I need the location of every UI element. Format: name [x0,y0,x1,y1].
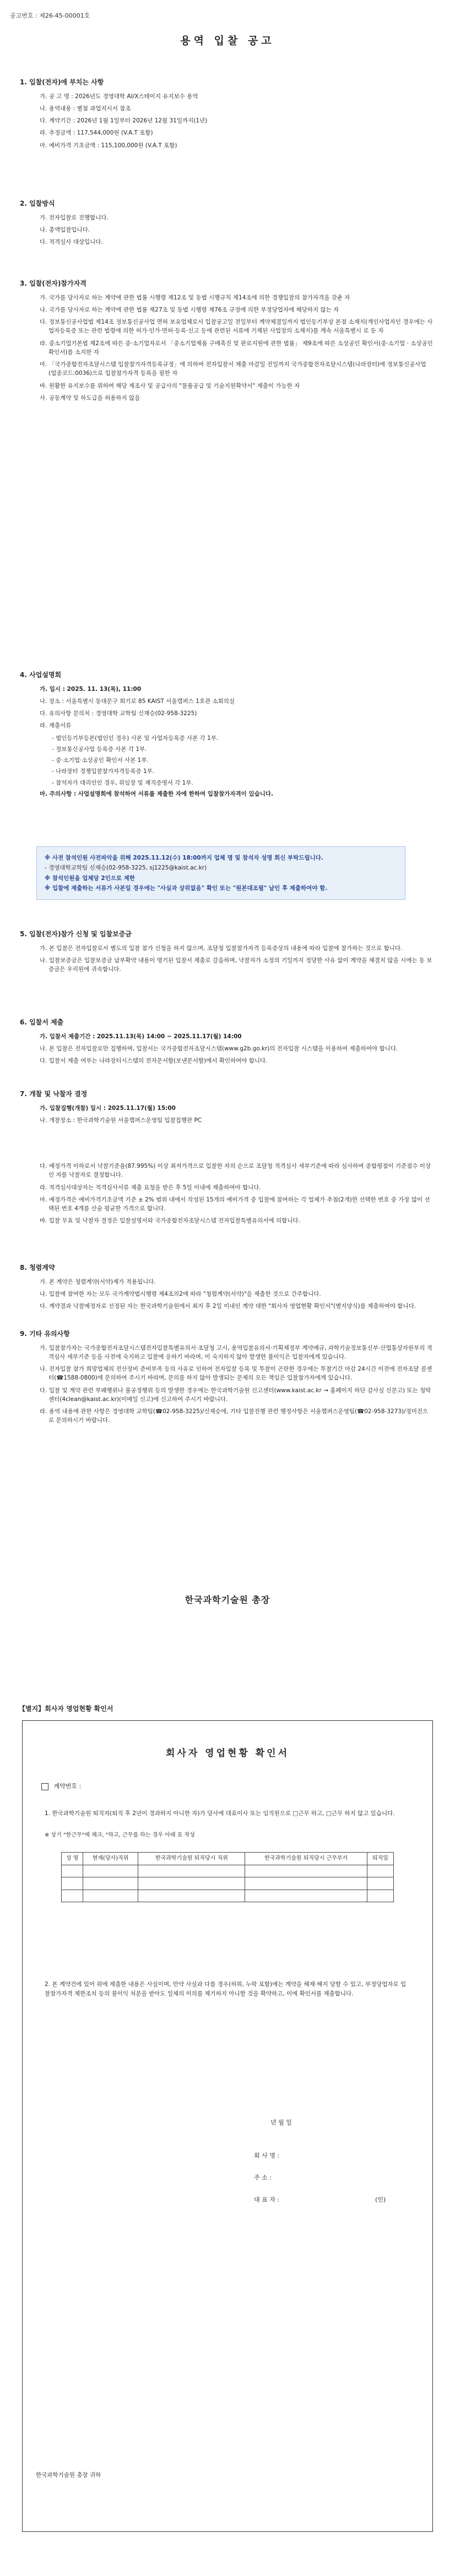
section-1-heading: 1. 입찰(전자)에 부치는 사항 [20,78,104,86]
notice-number: 공고번호 : 제26-45-00001호 [10,12,90,19]
section-9-item: 나. 전자입찰 참가 희망업체의 전산장비 준비부족 등의 사유로 인하여 전자입찰 등록 및 투찰이 곤란한 경우에는 투찰기간 마감 24시간 이전에 전자조달 콜센터(☎1588-0800)에 문의하여 주시기 바라며, 문의를 하지 않아 발생되는 문제의 모든 책임은 입찰참가자에게 있습니다. [40,1366,432,1382]
table-header: 성 명 [62,1853,83,1865]
section-4-line: 다. 유의사항 문의처 : 경영대학 교학팀 신재승(02-958-3225) [40,710,197,717]
section-9-item: 가. 입찰참가자는 국가종합전자조달시스템전자입찰특별유의서·조달청 고시, 용역입찰유의서·기획재정부 계약예규, 과학기술정보통신부·산업통상자원부의 적격심사 세부기준 등을 사전에 숙지하고 입찰에 응하기 바라며, 이 숙지하지 않아 발생한 불이익은 입찰자에게 있습니다. [40,1344,432,1360]
section-3-item: 바. 원활한 유지보수를 위하여 해당 제조사 및 공급사의 "물품공급 및 기술지원확약서" 제출이 가능한 자 [40,382,300,389]
section-4-line: 마. 주의사항 : 사업설명회에 참석하여 서류를 제출한 자에 한하여 입찰참가자격이 있습니다. [40,790,274,797]
section-2-item: 나. 총액입찰입니다. [40,226,90,233]
section-6-item: 가. 입찰서 제출기간 : 2025.11.13(목) 14:00 ~ 2025.11.17(월) 14:00 [40,1033,242,1040]
section-4-doc: - 중·소기업·소상공인 확인서 사본 1부. [52,757,149,764]
date-line: 년 월 일 [270,2119,292,2126]
section-7-item: 바. 입찰 무효 및 낙찰자 결정은 입찰설명서와 국가종합전자조달시스템 전자입찰특별유의서에 의합니다. [40,1217,300,1225]
section-9-item: 라. 용역 내용에 관한 사항은 경영대학 교학팀(☎02-958-3225)/신재승에, 기타 입찰진행 관련 행정사항은 서울캠퍼스운영팀(☎02-958-3273)/정미진으로 문의하시기 바랍니다. [40,1408,429,1424]
section-3-item: 사. 공동계약 및 하도급을 허용하지 않음 [40,394,140,401]
seal-mark: (인) [375,2196,386,2203]
section-9 [20,1329,433,1429]
section-7-heading: 7. 개찰 및 낙찰자 결정 [20,1090,88,1098]
section-1-item: 마. 예비가격 기초금액 : 115,100,000원 (V.A.T 포함) [40,142,177,149]
retiree-table [61,1852,394,1902]
section-8-heading: 8. 청렴계약 [20,1264,55,1271]
section-3-item: 다. 정보통신공사업법 제14조 정보통신공사업 면허 보유업체로서 입찰공고일 전일부터 계약체결일까지 법인등기부상 본점 소재지(개인사업자인 경우에는 사업자등록증 또는 관련 법령에 의한 허가·인가·면허·등록·신고 등에 관련된 서류에 기재된 사업장의 소재지)를 계속 서울특별시 로 둔 자 [40,319,433,335]
ceo-field[interactable]: 대 표 자 : [254,2196,280,2203]
appendix-label: 【별지】회사자 영업현황 확인서 [19,1705,113,1713]
section-3-item: 마. 「국가종합전자조달시스템 입찰참가자격등록규정」에 의하여 전자입찰서 제출 마감일 전일까지 국가종합전자조달시스템(나라장터)에 정보통신공사업(업종코드:0036)으로 입찰참가자격 등록을 필한 자 [40,361,426,377]
section-1-item: 나. 용역내용 : 별첨 과업지시서 참조 [40,105,131,112]
section-4-line: 가. 일시 : 2025. 11. 13(목), 11:00 [40,685,142,693]
notice-box [36,846,405,900]
section-6 [20,1017,433,1069]
table-header: 한국과학기술원 퇴직당시 직위 [138,1853,245,1865]
section-4-doc: - 정보통신공사업 등록증 사본 각 1부. [52,745,147,753]
section-7-item: 라. 적격심사대상자는 적격심사서류 제출 요청을 받은 후 5일 이내에 제출하여야 합니다. [40,1184,261,1191]
section-1-item: 라. 추정금액 : 117,544,000원 (V.A.T 포함) [40,130,153,137]
section-5-item: 가. 본 입찰은 전자입찰로서 별도의 입찰 참가 신청을 하지 않으며, 조달청 입찰참가자격 등록증상의 내용에 따라 입찰에 참가하는 것으로 합니다. [40,944,403,952]
section-7-item: 가. 입찰집행(개찰) 일시 : 2025.11.17(월) 15:00 [40,1104,176,1112]
section-7-continued [20,1161,433,1229]
form-paragraph-2: 2. 본 계약건에 있어 위에 제출한 내용은 사실이며, 만약 사실과 다를 경우(허위, 누락 포함)에는 계약을 해제·해지 당할 수 있고, 부정당업자로 입찰참가자격 제한조치 등의 불이익 처분을 받아도 일체의 이의를 제기하지 아니할 것을 확약하고, 이에 확인서를 제출합니다. [45,1981,407,1997]
section-3-item: 라. 중소기업기본법 제2조에 따른 중·소기업자로서 「중소기업제품 구매촉진 및 판로지원에 관한 법률」 제9조에 따른 소상공인 확인서(중·소기업 · 소상공인 확인서)를 소지한 자 [40,340,433,356]
contract-number-label: 계약번호 : [53,1783,82,1790]
section-6-heading: 6. 입찰서 제출 [20,1018,64,1026]
section-4 [20,670,433,802]
section-4-heading: 4. 사업설명회 [20,671,62,679]
table-header: 현재(당사)직위 [83,1853,138,1865]
section-7-item: 나. 개찰장소 : 한국과학기술원 서울캠퍼스운영팀 입찰집행관 PC [40,1117,202,1124]
form-title: 회사자 영업현황 확인서 [165,1748,290,1759]
section-8-item: 가. 본 계약은 청렴계약(서약)제가 적용됩니다. [40,1278,156,1285]
section-1-item: 가. 공 고 명 : 2026년도 경영대학 AI/X스테이지 유지보수 용역 [40,93,198,100]
section-6-item: 다. 입찰서 제출 여부는 나라장터시스템의 전자문서함(보낸문서함)에서 확인하여야 합니다. [40,1058,268,1065]
form-footer: 한국과학기술원 총장 귀하 [36,2472,101,2478]
section-4-doc: - 나라장터 경쟁입찰참가자격등록증 1부. [52,768,155,775]
table-row[interactable] [62,1890,394,1902]
table-header: 퇴직일 [367,1853,393,1865]
table-header: 한국과학기술원 퇴직당시 근무부서 [245,1853,367,1865]
section-8-item: 다. 계약결과 낙찰예정자로 선정된 자는 한국과학기술원에서 최지 후 2일 이내인 계약 대한 "회사자 영업현황 확인서"(별지양식)를 제출하여야 합니다. [40,1303,416,1310]
section-7 [20,1089,433,1128]
section-5-item: 나. 입찰보증금은 입찰보증금 납부확약 내용이 명기된 입찰서 제출로 갈음하며, 낙찰자가 소정의 기일까지 정당한 사유 없이 계약을 체결치 않을 시에는 동 보증금은 우리원에 귀속합니다. [40,957,432,973]
section-5-heading: 5. 입찰(전자)참가 신청 및 입찰보증금 [20,930,132,938]
notice-line: ※ 입찰에 제출하는 서류가 사본일 경우에는 "사실과 상위없음" 확인 또는 "원본대조필" 날인 후 제출하여야 함. [45,884,328,892]
section-1 [20,77,433,153]
section-2-item: 다. 적격심사 대상입니다. [40,239,103,246]
section-7-item: 마. 예정가격은 예비가격기초금액 기준 ± 2% 범위 내에서 작성된 15개의 예비가격 중 입찰에 참여하는 각 업체가 추첨(2개)한 선택한 번호 중 가장 많이 선택된 번호 4개를 산술 평균한 가격으로 합니다. [40,1196,430,1212]
contract-number-field[interactable] [41,1781,81,1791]
section-6-item: 나. 본 입찰은 전자입찰로만 집행하며, 입찰서는 국가종합전자조달시스템(www.g2b.go.kr)의 전자입찰 시스템을 이용하여 제출하여야 합니다. [40,1045,398,1052]
table-row[interactable] [62,1865,394,1877]
page-title: 용역 입찰 공고 [180,35,275,47]
appendix-form [22,1720,433,2532]
section-5 [20,929,433,977]
issuer-signature: 한국과학기술원 총장 [185,1595,270,1605]
section-4-line: 라. 제출서류 [40,722,72,729]
form-paragraph-1: 1. 한국과학기술원 퇴직자(퇴직 후 2년이 경과하지 아니한 자)가 당사에 대표이사 또는 임직원으로 □근무 하고, □근무 하지 않고 있습니다. [45,1810,395,1817]
section-2 [20,198,433,250]
table-row[interactable] [62,1877,394,1890]
section-2-heading: 2. 입찰방식 [20,200,55,207]
notice-line: - 경영대학교학팀 신재승(02-958-3225, sj1225@kaist.ac.kr) [45,865,207,872]
checkbox-icon[interactable] [41,1783,48,1790]
section-8 [20,1263,433,1314]
form-note: ※ 상기 "한근무"에 체크, "하고, 근무를 하는 경우 아래 표 작성 [45,1832,195,1838]
section-9-heading: 9. 기타 유의사항 [20,1330,70,1338]
company-name-field[interactable]: 회 사 명 : [254,2152,280,2159]
section-3-item: 나. 국가를 당사자로 하는 계약에 관한 법률 제27조 및 동법 시행령 제76조 규정에 의한 부정당업자에 해당하지 않는 자 [40,306,339,313]
section-7-item: 다. 예정가격 이하로서 낙찰기준율(87.995%) 이상 최저가격으로 입찰한 자의 순으로 조달청 적격심사 세부기준에 따라 심사하여 종합평점이 기준점수 이상인 자를 낙찰자로 결정합니다. [40,1163,431,1179]
section-4-line: 나. 장소 : 서울특별시 동대문구 회기로 85 KAIST 서울캠퍼스 1호관 소회의실 [40,697,235,705]
notice-line: ※ 참석인원을 업체당 2인으로 제한 [45,874,135,882]
section-4-doc: - 법인등기부등본(법인인 경우) 사본 및 사업자등록증 사본 각 1부. [52,734,219,742]
section-2-item: 가. 전자입찰로 진행합니다. [40,214,109,221]
address-field[interactable]: 주 소 : [254,2174,272,2181]
section-3 [20,278,433,406]
section-1-item: 다. 계약기간 : 2026년 1월 1일부터 2026년 12월 31일까지(1년) [40,117,208,125]
section-3-heading: 3. 입찰(전자)참가자격 [20,280,86,287]
section-4-doc: - 참석자가 대리인인 경우, 위임장 및 재직증명서 각 1부. [52,779,193,786]
section-8-item: 나. 입찰에 참여한 자는 모두 국가계약법시행령 제4조의2에 따라 "청렴계약(서약)"을 제출한 것으로 간주합니다. [40,1290,321,1297]
section-3-item: 가. 국가를 당사자로 하는 계약에 관한 법률 시행령 제12조 및 동법 시행규칙 제14조에 의한 경쟁입찰의 참가자격을 갖춘 자 [40,294,350,301]
section-9-item: 다. 입찰 및 계약 관련 부패행위나 불공정행위 등의 발생한 경우에는 한국과학기술원 신고센터(www.kaist.ac.kr → 홈페이지 하단 감사실 신문고) 또는 청탁센터(4clean@kaist.ac.kr)(이메일 신고)에 신고하여 주시기 바랍니다. [40,1387,431,1403]
notice-line: ※ 사전 참석인원 사전파악을 위해 2025.11.12(수) 18:00까지 업체 명 및 참석자 성명 회신 부탁드립니다. [45,855,323,861]
